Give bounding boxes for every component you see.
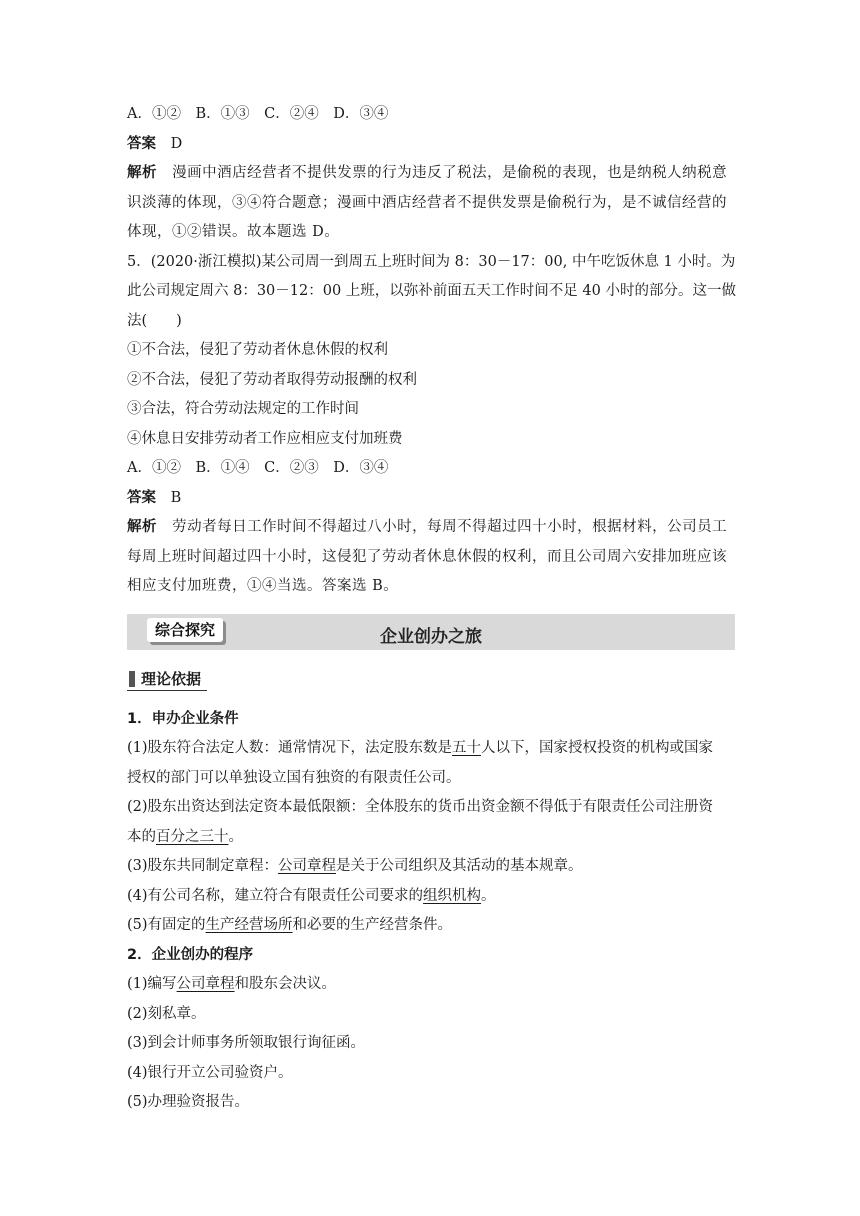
underlined-term: 百分之三十 (156, 829, 229, 845)
q5-analysis-line-1 (127, 517, 737, 537)
s1-item-3 (127, 856, 737, 876)
answer-label: 答案 (127, 490, 156, 506)
s1-item-2-line-2 (127, 827, 737, 847)
q5-analysis-line-3: 相应支付加班费，①④当选。答案选 B。 (127, 578, 399, 594)
s1-item-5 (127, 915, 737, 935)
text: 。 (481, 888, 496, 904)
q4-analysis-line-1 (127, 163, 737, 183)
q5-stem-line-2: 此公司规定周六 8：30－12：00 上班，以弥补前面五天工作时间不足 40 小时的部分。这一做 (127, 283, 736, 299)
q4-options: A．①② B．①③ C．②④ D．③④ (127, 106, 389, 122)
analysis-text: 漫画中酒店经营者不提供发票的行为违反了税法，是偷税的表现，也是纳税人纳税意 (172, 165, 728, 181)
q4-analysis-line-3: 体现，①②错误。故本题选 D。 (127, 224, 340, 240)
text: 本的 (127, 829, 156, 845)
q5-options: A．①② B．①④ C．②③ D．③④ (127, 460, 389, 476)
q5-analysis-line-2: 每周上班时间超过四十小时，这侵犯了劳动者休息休假的权利，而且公司周六安排加班应该 (127, 549, 727, 565)
text: 。 (228, 829, 243, 845)
s1-item-1-line-2: 授权的部门可以单独设立国有独资的有限责任公司。 (127, 770, 461, 786)
banner-tag: 综合探究 (147, 618, 223, 642)
s2-item-5: (5)办理验资报告。 (127, 1094, 250, 1110)
q5-stem-line-1: 5．(2020·浙江模拟)某公司周一到周五上班时间为 8：30－17：00, 中午吃饭休息 1 小时。为 (127, 254, 736, 270)
analysis-label: 解析 (127, 165, 157, 181)
s2-item-1 (127, 974, 737, 994)
underlined-term: 公司章程 (278, 858, 337, 874)
subsection-title-1: 1．申办企业条件 (127, 711, 239, 727)
text: 和必要的生产经营条件。 (292, 917, 453, 933)
s1-item-2-line-1: (2)股东出资达到法定资本最低限额：全体股东的货币出资金额不得低于有限责任公司注册资 (127, 799, 714, 815)
q5-answer (127, 488, 737, 508)
subsection-title-2: 2．企业创办的程序 (127, 947, 254, 963)
q5-statement-3: ③合法，符合劳动法规定的工作时间 (127, 401, 359, 417)
q5-stem-line-3: 法( ) (127, 313, 182, 329)
section-heading-text: 理论依据 (141, 670, 202, 688)
s2-item-3: (3)到会计师事务所领取银行询征函。 (127, 1035, 366, 1051)
s1-item-1-line-1 (127, 738, 737, 758)
answer-value: B (170, 490, 182, 506)
q4-answer (127, 134, 737, 154)
q5-statement-2: ②不合法，侵犯了劳动者取得劳动报酬的权利 (127, 372, 417, 388)
banner-title: 企业创办之旅 (380, 627, 482, 647)
q5-statement-1: ①不合法，侵犯了劳动者休息休假的权利 (127, 342, 388, 358)
section-banner (127, 614, 735, 650)
underlined-term: 公司章程 (176, 976, 235, 992)
underlined-term: 五十 (452, 740, 482, 756)
heading-bar-icon (129, 671, 135, 687)
s2-item-4: (4)银行开立公司验资户。 (127, 1065, 293, 1081)
text: 和股东会决议。 (234, 976, 337, 992)
text: (4)有公司名称，建立符合有限责任公司要求的 (127, 888, 424, 904)
analysis-label: 解析 (127, 519, 157, 535)
text: (5)有固定的 (127, 917, 206, 933)
text: (3)股东共同制定章程： (127, 858, 279, 874)
text: (1)编写 (127, 976, 177, 992)
s2-item-2: (2)刻私章。 (127, 1006, 206, 1022)
s1-item-4 (127, 886, 737, 906)
text: 是关于公司组织及其活动的基本规章。 (336, 858, 583, 874)
section-heading (127, 668, 207, 691)
text: (1)股东符合法定人数：通常情况下，法定股东数是 (127, 740, 453, 756)
text: 人以下，国家授权投资的机构或国家 (481, 740, 714, 756)
answer-value: D (170, 136, 183, 152)
analysis-text: 劳动者每日工作时间不得超过八小时，每周不得超过四十小时，根据材料，公司员工 (172, 519, 728, 535)
q4-analysis-line-2: 识淡薄的体现，③④符合题意；漫画中酒店经营者不提供发票是偷税行为，是不诚信经营的 (127, 195, 727, 211)
underlined-term: 组织机构 (423, 888, 482, 904)
answer-label: 答案 (127, 136, 156, 152)
q5-statement-4: ④休息日安排劳动者工作应相应支付加班费 (127, 431, 403, 447)
underlined-term: 生产经营场所 (205, 917, 293, 933)
